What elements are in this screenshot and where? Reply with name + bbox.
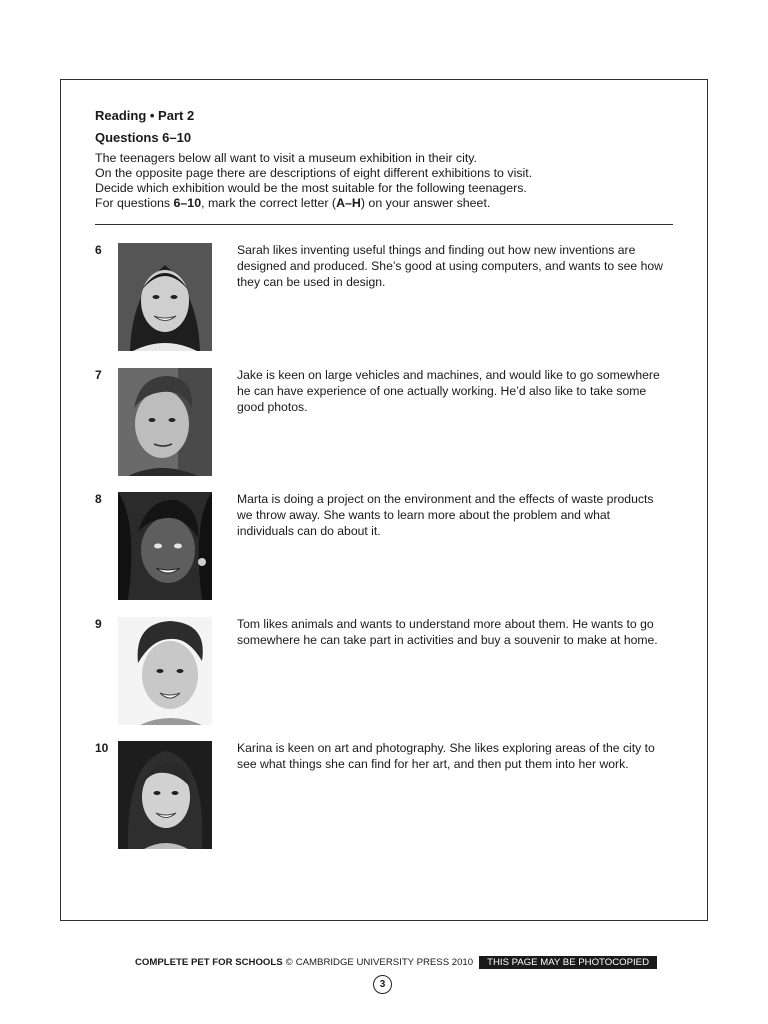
description-line: they can be used in design.	[237, 275, 386, 289]
description-line: we throw away. She wants to learn more about the problem and what	[237, 508, 611, 522]
question-number: 9	[95, 617, 102, 631]
question-description	[237, 242, 677, 290]
description-line: Jake is keen on large vehicles and machines, and would like to go somewhere	[237, 368, 660, 382]
section-title: Reading • Part 2	[95, 108, 195, 123]
description-line: see what things she can find for her art, and then put them into her work.	[237, 757, 629, 771]
description-line: Tom likes animals and wants to understand more about them. He wants to go	[237, 617, 654, 631]
teen-photo-tom	[118, 617, 212, 725]
instruction-line: On the opposite page there are descriptions of eight different exhibitions to visit.	[95, 166, 533, 180]
divider	[95, 224, 673, 225]
teen-photo-marta	[118, 492, 212, 600]
copyright-symbol: ©	[285, 957, 293, 968]
description-line: Sarah likes inventing useful things and finding out how new inventions are	[237, 243, 636, 257]
page-number: 3	[373, 975, 392, 994]
description-line: somewhere he can take part in activities and buy a souvenir to make at home.	[237, 633, 658, 647]
question-description	[237, 740, 677, 772]
description-line: individuals can do about it.	[237, 524, 381, 538]
photocopy-notice: THIS PAGE MAY BE PHOTOCOPIED	[479, 956, 657, 969]
instruction-line: The teenagers below all want to visit a museum exhibition in their city.	[95, 151, 477, 165]
description-line: he can have experience of one actually working. He’d also like to take some	[237, 384, 647, 398]
question-description	[237, 491, 677, 539]
description-line: good photos.	[237, 400, 308, 414]
footer	[135, 955, 657, 970]
letter-range: A–H	[336, 196, 361, 210]
question-range: 6–10	[173, 196, 202, 210]
question-number: 7	[95, 368, 102, 382]
description-line: Karina is keen on art and photography. She likes exploring areas of the city to	[237, 741, 655, 755]
teen-photo-karina	[118, 741, 212, 849]
question-number: 6	[95, 243, 102, 257]
instruction-text: ) on your answer sheet.	[360, 196, 491, 210]
instruction-line	[95, 196, 675, 211]
instruction-text: , mark the correct letter (	[201, 196, 337, 210]
question-description	[237, 367, 677, 415]
teen-photo-jake	[118, 368, 212, 476]
question-description	[237, 616, 677, 648]
questions-title: Questions 6–10	[95, 130, 192, 145]
question-number: 10	[95, 741, 109, 755]
instruction-line: Decide which exhibition would be the most suitable for the following teenagers.	[95, 181, 527, 195]
teen-photo-sarah	[118, 243, 212, 351]
question-number: 8	[95, 492, 102, 506]
description-line: Marta is doing a project on the environment and the effects of waste products	[237, 492, 654, 506]
footer-brand: COMPLETE PET FOR SCHOOLS	[135, 957, 283, 968]
description-line: designed and produced. She’s good at using computers, and wants to see how	[237, 259, 663, 273]
instruction-text: For questions	[95, 196, 174, 210]
footer-publisher: CAMBRIDGE UNIVERSITY PRESS 2010	[295, 957, 474, 968]
instructions	[95, 151, 675, 211]
